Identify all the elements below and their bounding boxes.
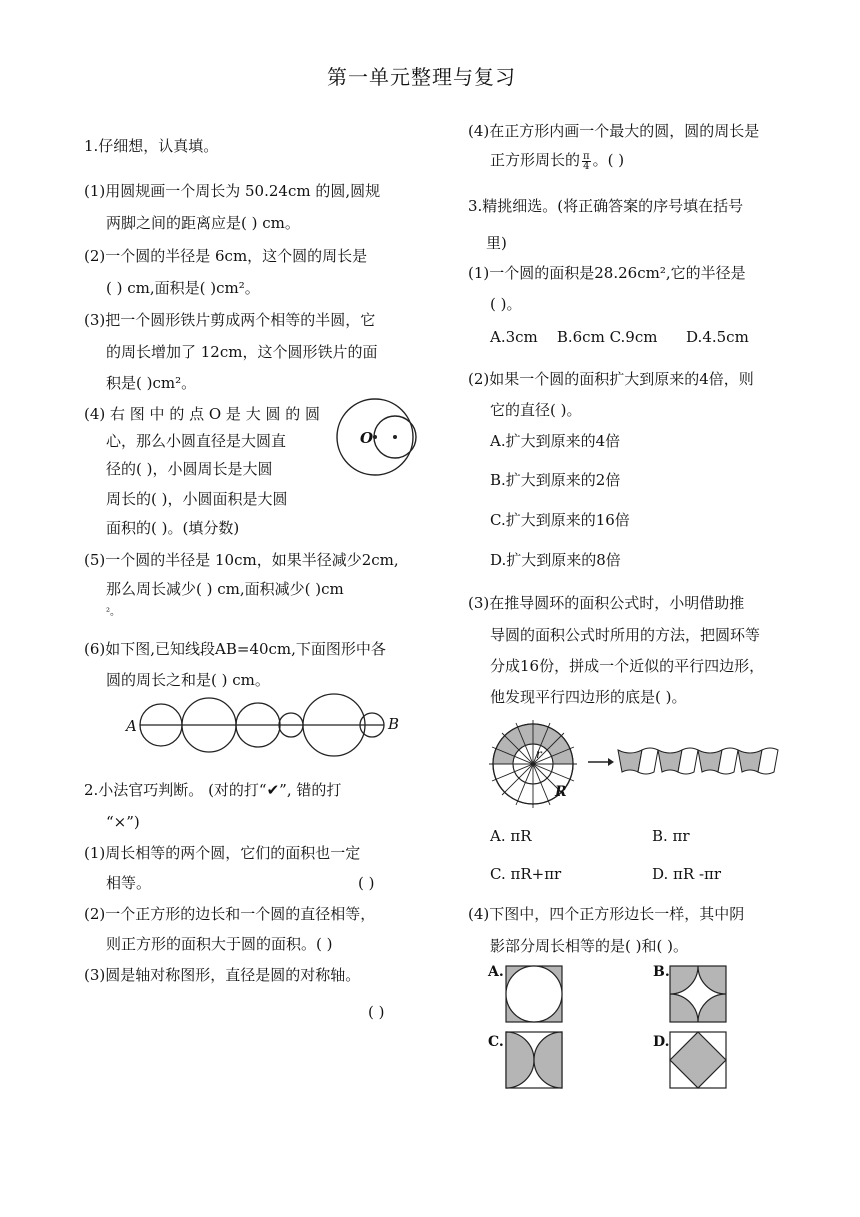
section-3-heading-line2: 里)	[486, 234, 507, 252]
label-d: D.	[653, 1034, 670, 1050]
j2-line1: (2)一个正方形的边长和一个圆的直径相等，	[84, 905, 376, 923]
q2-line2: ( ) cm,面积是( )cm²。	[106, 279, 260, 297]
q2-line1: (2)一个圆的半径是 6cm，这个圆的周长是	[84, 247, 368, 265]
c3-option-b: B. πr	[652, 827, 690, 845]
c2-line2: 它的直径( )。	[490, 401, 582, 419]
section-2-heading-line1: 2.小法官巧判断。 (对的打“✔”, 错的打	[84, 781, 342, 799]
q3-line1: (3)把一个圆形铁片剪成两个相等的半圆，它	[84, 311, 376, 329]
j1-answer-paren: ( )	[358, 874, 375, 892]
c3-line4: 他发现平行四边形的底是( )。	[490, 688, 687, 706]
fraction-numerator: π	[583, 150, 590, 162]
c3-line3: 分成16份，拼成一个近似的平行四边形，	[490, 657, 765, 675]
square-a	[506, 966, 562, 1022]
q5-line2: 那么周长减少( ) cm,面积减少( )cm	[106, 580, 344, 598]
j3-answer-paren: ( )	[368, 1003, 385, 1021]
q4-line1: (4) 右 图 中 的 点 O 是 大 圆 的 圆	[84, 405, 320, 423]
c1-options: A.3cm B.6cm C.9cm D.4.5cm	[490, 328, 749, 346]
c2-option-b: B.扩大到原来的2倍	[490, 471, 621, 489]
shaded-squares-figure	[488, 962, 748, 1092]
c2-option-d: D.扩大到原来的8倍	[490, 551, 621, 569]
label-O: O	[360, 429, 374, 447]
q4-line3: 径的( )，小圆周长是大圆	[106, 460, 273, 478]
label-a: A.	[488, 964, 504, 980]
c3-option-d: D. πR -πr	[652, 865, 722, 883]
q6-line2: 圆的周长之和是( ) cm。	[106, 671, 270, 689]
q4-line4: 周长的( )，小圆面积是大圆	[106, 490, 288, 508]
c3-line1: (3)在推导圆环的面积公式时，小明借助推	[468, 594, 745, 612]
q5-line1: (5)一个圆的半径是 10cm，如果半径减少2cm,	[84, 551, 399, 569]
label-b: B.	[653, 964, 670, 980]
fraction-denominator: 4	[583, 160, 590, 172]
label-c: C.	[488, 1034, 504, 1050]
q4-line2: 心，那么小圆直径是大圆直	[106, 432, 287, 450]
section-2-heading-line2: “×”)	[106, 813, 140, 831]
label-R: R	[555, 784, 567, 800]
j1-line1: (1)周长相等的两个圆，它们的面积也一定	[84, 844, 361, 862]
arrow-icon	[588, 758, 614, 766]
c1-line2: ( )。	[490, 295, 522, 313]
square-c	[506, 1032, 562, 1088]
q3-line2: 的周长增加了 12cm，这个圆形铁片的面	[106, 343, 378, 361]
j3-line1: (3)圆是轴对称图形，直径是圆的对称轴。	[84, 966, 361, 984]
label-B: B	[388, 715, 400, 733]
q5-line3: ²。	[106, 607, 121, 618]
q4-line5: 面积的( )。(填分数)	[106, 519, 240, 537]
circles-figure	[333, 396, 423, 478]
section-1-heading: 1.仔细想，认真填。	[84, 137, 219, 155]
label-A: A	[126, 717, 137, 735]
c2-line1: (2)如果一个圆的面积扩大到原来的4倍，则	[468, 370, 754, 388]
c2-option-c: C.扩大到原来的16倍	[490, 511, 630, 529]
c3-line2: 导圆的面积公式时所用的方法，把圆环等	[490, 626, 761, 644]
rq4-line2	[490, 150, 624, 171]
page-title: 第一单元整理与复习	[327, 65, 516, 89]
c3-option-a: A. πR	[490, 827, 532, 845]
rq4-post: 。( )	[592, 151, 625, 169]
c4-line2: 影部分周长相等的是( )和( )。	[490, 937, 688, 955]
annulus-figure	[488, 720, 788, 810]
parallelogram-strip	[618, 748, 778, 774]
rq4-pre: 正方形周长的	[490, 151, 581, 169]
label-r: r	[536, 747, 542, 761]
section-3-heading-line1: 3.精挑细选。(将正确答案的序号填在括号	[468, 197, 744, 215]
q6-line1: (6)如下图,已知线段AB=40cm,下面图形中各	[84, 640, 386, 658]
j2-line2: 则正方形的面积大于圆的面积。( )	[106, 935, 333, 953]
square-b	[670, 966, 726, 1022]
circle-chain-figure	[124, 695, 414, 755]
square-d	[670, 1032, 726, 1088]
c3-option-c: C. πR+πr	[490, 865, 562, 883]
q1-line1: (1)用圆规画一个周长为 50.24cm 的圆,圆规	[84, 182, 381, 200]
c1-line1: (1)一个圆的面积是28.26cm²,它的半径是	[468, 264, 746, 282]
pi-over-4-fraction	[582, 152, 591, 171]
c4-line1: (4)下图中，四个正方形边长一样，其中阴	[468, 905, 745, 923]
rq4-line1: (4)在正方形内画一个最大的圆，圆的周长是	[468, 122, 760, 140]
c2-option-a: A.扩大到原来的4倍	[490, 432, 621, 450]
q3-line3: 积是( )cm²。	[106, 374, 197, 392]
j1-line2: 相等。	[106, 874, 152, 892]
q1-line2: 两脚之间的距离应是( ) cm。	[106, 214, 300, 232]
